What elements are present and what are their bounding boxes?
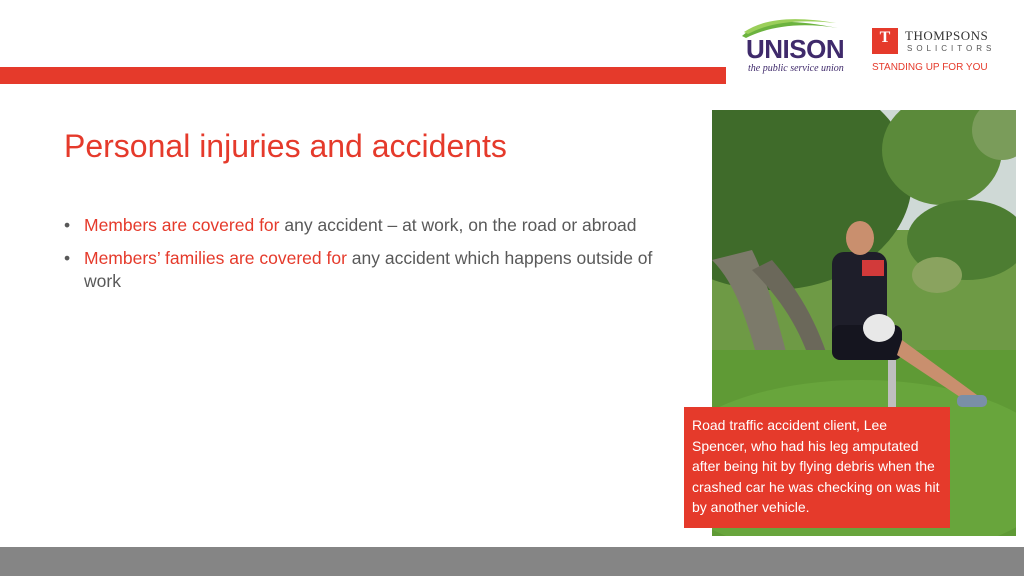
bullet-dot: • [64,215,71,235]
bullet-item [64,214,664,237]
thompsons-sub: SOLICITORS [907,44,996,53]
slide-title: Personal injuries and accidents [64,128,507,164]
bullet-highlight: Members are covered for [84,215,280,235]
bullet-list [64,214,664,303]
header-red-band [0,67,726,84]
bullet-text: any accident – at work, on the road or abroad [279,215,637,235]
photo-caption: Road traffic accident client, Lee Spencer, who had his leg amputated after being hit by flying debris when the crashed car he was checking on was hit by another vehicle. [684,407,950,528]
thompsons-tagline: STANDING UP FOR YOU [872,62,988,73]
thompsons-t-mark: T [872,28,898,54]
bullet-highlight: Members’ families are covered for [84,248,347,268]
bullet-dot: • [64,248,71,268]
thompsons-logo [872,28,1012,78]
thompsons-name: THOMPSONS [905,28,989,43]
bullet-text: any accident which happens outside of work [84,248,653,291]
unison-logo [738,18,850,78]
unison-wordmark: UNISON [746,34,845,64]
bullet-item [64,247,664,293]
footer-bar [0,547,1024,576]
unison-tagline: the public service union [748,63,844,74]
